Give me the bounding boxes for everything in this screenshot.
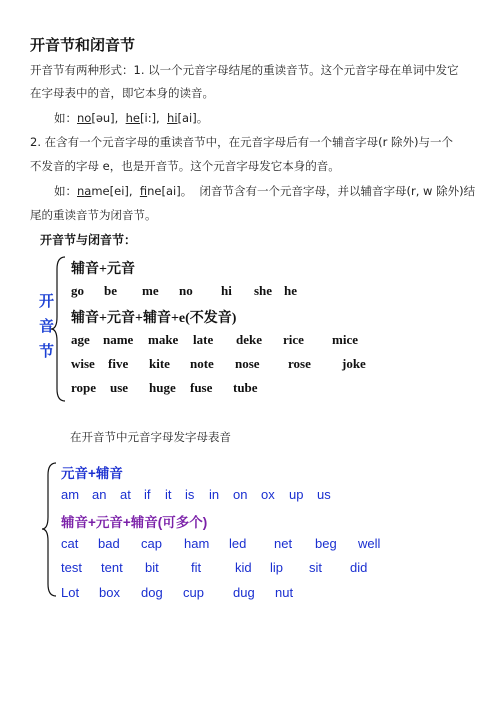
word: beg — [315, 536, 337, 551]
word: in — [209, 487, 220, 502]
word: dog — [141, 585, 163, 600]
example-word-hi: hi — [167, 111, 178, 125]
word: rose — [288, 356, 311, 371]
word: rice — [283, 332, 304, 347]
word: kite — [149, 356, 170, 371]
word: ox — [261, 487, 275, 502]
para2-line3: 尾的重读音节为闭音节。 — [30, 208, 157, 222]
example-phonetic-he: [i:], — [140, 111, 160, 125]
word: test — [61, 560, 82, 575]
word: late — [193, 332, 214, 347]
word: he — [284, 283, 297, 298]
word: ham — [184, 536, 210, 551]
word: up — [289, 487, 304, 502]
para2-line1: 2. 在含有一个元音字母的重读音节中，在元音字母后有一个辅音字母(r 除外)与一个 — [30, 135, 453, 149]
word: she — [254, 283, 273, 298]
word: nose — [235, 356, 260, 371]
word: dug — [233, 585, 255, 600]
word: use — [110, 380, 129, 395]
word: five — [108, 356, 129, 371]
closed-syllable-definition: 闭音节含有一个元音字母，并以辅音字母(r, w 除外)结 — [199, 184, 476, 198]
word: am — [61, 487, 80, 502]
word: box — [99, 585, 120, 600]
word: at — [120, 487, 131, 502]
para1-example — [54, 110, 208, 126]
example-phonetic-no: [əu], — [91, 111, 119, 125]
example-word-fine-rest: ne[ai]。 — [147, 184, 193, 198]
section2-header2: 辅音+元音+辅音(可多个) — [61, 515, 208, 530]
word: be — [104, 283, 117, 298]
para2-example — [54, 183, 475, 199]
word: net — [274, 536, 293, 551]
word: huge — [149, 380, 176, 395]
section1-subtitle: 开音节与闭音节： — [40, 233, 137, 247]
section1-row1 — [71, 283, 297, 299]
section1-row2 — [71, 332, 358, 348]
para1-line1: 开音节有两种形式：1. 以一个元音字母结尾的重读音节。这个元音字母在单词中发它 — [30, 63, 459, 77]
word: led — [229, 536, 247, 551]
example-word-name-vowel: a — [84, 184, 92, 198]
word: deke — [236, 332, 262, 347]
section2-row1 — [61, 487, 331, 502]
para2-line2: 不发音的字母 e，也是开音节。这个元音字母发它本身的音。 — [30, 159, 340, 173]
word: hi — [221, 283, 232, 298]
word: fit — [191, 560, 202, 575]
word: go — [71, 283, 84, 298]
page-title: 开音节和闭音节 — [30, 36, 136, 54]
word: bad — [98, 536, 120, 551]
word: cup — [183, 585, 204, 600]
side-char-2: 音 — [39, 317, 55, 335]
section1-row4 — [71, 380, 258, 396]
section2-row2 — [61, 536, 380, 551]
section1-row3 — [71, 356, 366, 372]
word: it — [165, 487, 172, 502]
word: lip — [270, 560, 284, 575]
word: kid — [235, 560, 252, 575]
word: cat — [61, 536, 79, 551]
word: is — [185, 487, 195, 502]
section1-header1: 辅音+元音 — [71, 262, 135, 277]
word: me — [142, 283, 159, 298]
word: nut — [275, 585, 294, 600]
left-brace-icon — [40, 461, 58, 598]
example-prefix: 如： — [54, 184, 77, 198]
word: fuse — [190, 380, 213, 395]
word: wise — [71, 356, 95, 371]
example-word-he: he — [125, 111, 141, 125]
side-char-1: 开 — [39, 292, 55, 310]
section2-row4 — [61, 585, 293, 600]
word: did — [350, 560, 368, 575]
word: on — [233, 487, 248, 502]
word: joke — [342, 356, 366, 371]
word: Lot — [61, 585, 80, 600]
word: rope — [71, 380, 97, 395]
word: name — [103, 332, 134, 347]
side-char-3: 节 — [39, 342, 55, 360]
word: if — [144, 487, 151, 502]
word: an — [92, 487, 107, 502]
word: us — [317, 487, 331, 502]
section2-header1: 元音+辅音 — [61, 466, 123, 481]
para1-line2: 在字母表中的音，即它本身的读音。 — [30, 86, 214, 100]
word: mice — [332, 332, 358, 347]
example-phonetic-hi: [ai]。 — [177, 111, 209, 125]
word: tube — [233, 380, 258, 395]
word: note — [190, 356, 214, 371]
word: tent — [101, 560, 123, 575]
example-word-no: no — [77, 111, 92, 125]
word: sit — [309, 560, 322, 575]
word: cap — [141, 536, 162, 551]
example-word-fine-a: f — [139, 184, 148, 198]
example-word-name-a: n — [77, 184, 85, 198]
word: bit — [145, 560, 159, 575]
section2-title: 在开音节中元音字母发字母表音 — [70, 430, 231, 444]
word: well — [358, 536, 381, 551]
word: age — [71, 332, 90, 347]
word: make — [148, 332, 179, 347]
section1-header2: 辅音+元音+辅音+e(不发音) — [71, 311, 237, 326]
example-word-name-rest: me[ei], — [91, 184, 133, 198]
word: no — [179, 283, 193, 298]
section2-row3 — [61, 560, 367, 575]
example-prefix: 如： — [54, 111, 77, 125]
